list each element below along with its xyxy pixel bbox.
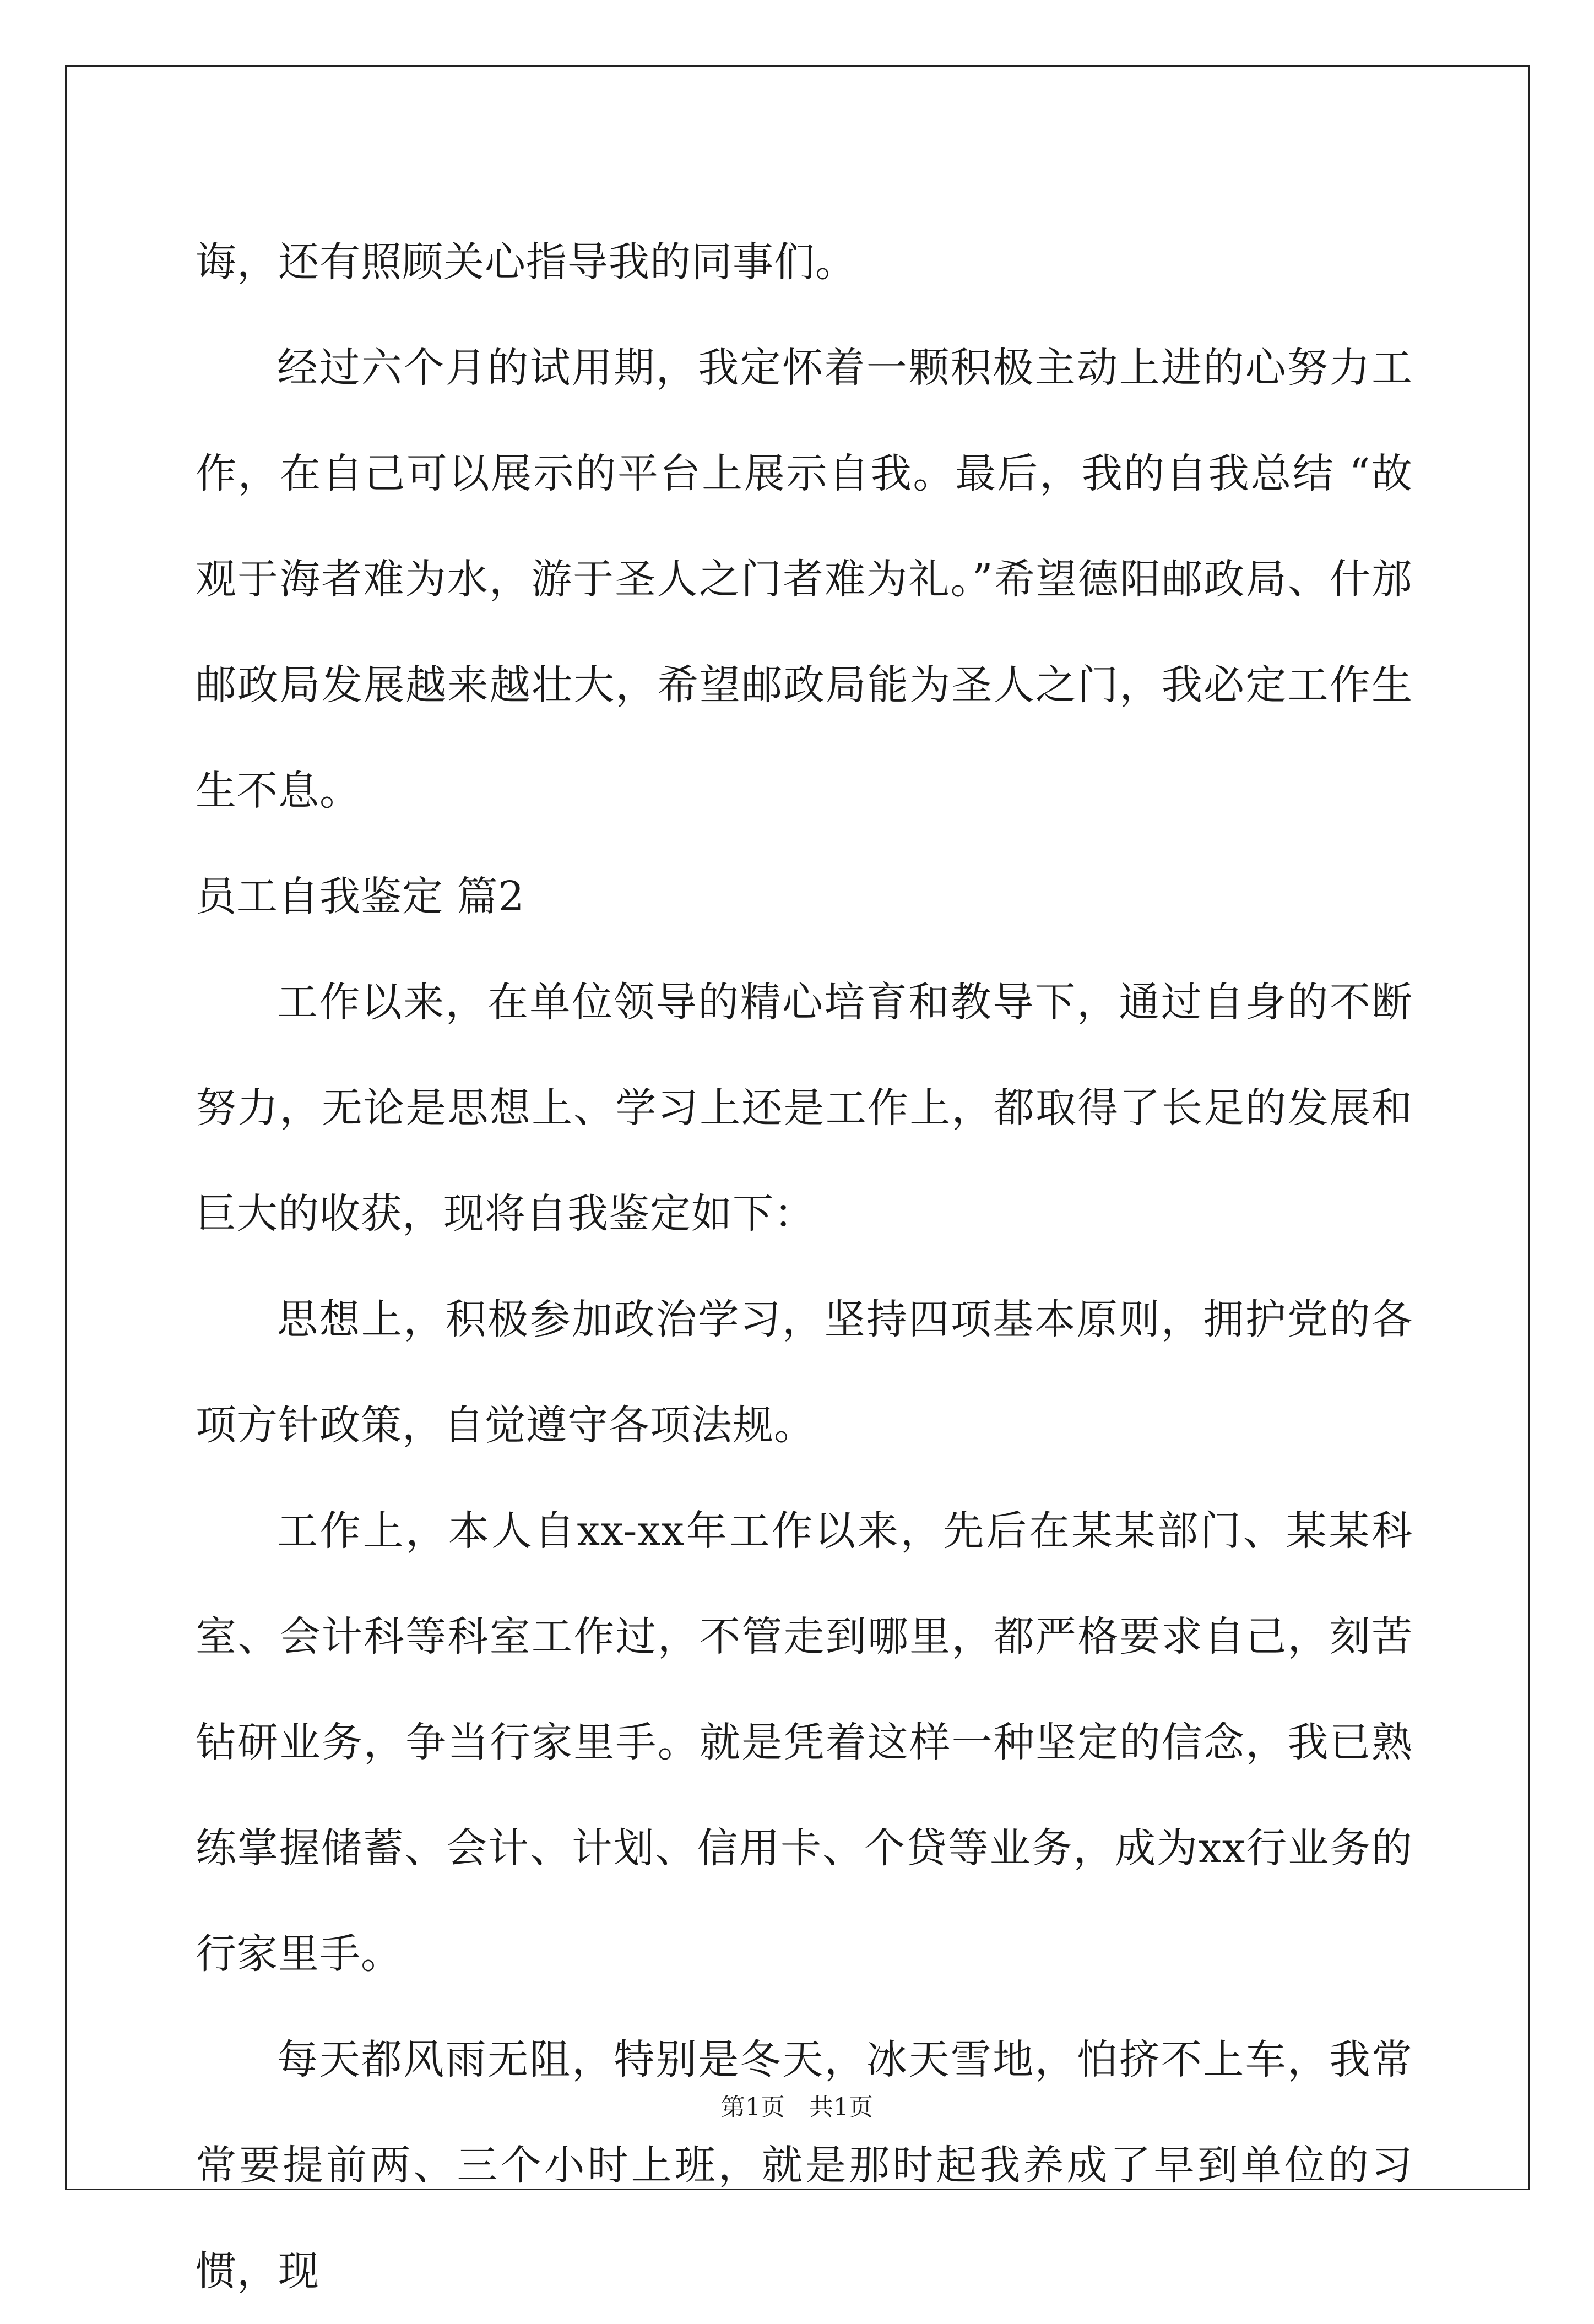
section-heading: 员工自我鉴定 篇2 <box>196 873 525 920</box>
paragraph-5: 工作上，本人自xx-xx年工作以来，先后在某某部门、某某科室、会计科等科室工作过，不管走到哪里，都严格要求自己，刻苦钻研业务，争当行家里手。就是凭着这样一种坚定的信念，我已熟练掌握储蓄、会计、计划、信用卡、个贷等业务，成为xx行业务的行家里手。 <box>196 1507 1413 1978</box>
document-body <box>196 209 1413 2324</box>
paragraph-3: 工作以来，在单位领导的精心培育和教导下，通过自身的不断努力，无论是思想上、学习上还是工作上，都取得了长足的发展和巨大的收获，现将自我鉴定如下： <box>196 979 1413 1237</box>
paragraph-2: 经过六个月的试用期，我定怀着一颗积极主动上进的心努力工作，在自己可以展示的平台上展示自我。最后，我的自我总结 “故观于海者难为水，游于圣人之门者难为礼。”希望德阳邮政局、什邡邮政局发展越来越壮大，希望邮政局能为圣人之门，我必定工作生生不息。 <box>196 344 1413 815</box>
paragraph-4: 思想上，积极参加政治学习，坚持四项基本原则，拥护党的各项方针政策，自觉遵守各项法规。 <box>196 1296 1413 1449</box>
paragraph-1: 诲，还有照顾关心指导我的同事们。 <box>196 238 856 286</box>
page-footer: 第1页 共1页 <box>721 2093 873 2121</box>
paragraph-6: 每天都风雨无阻，特别是冬天，冰天雪地，怕挤不上车，我常常要提前两、三个小时上班，就是那时起我养成了早到单位的习惯，现 <box>196 2036 1413 2295</box>
